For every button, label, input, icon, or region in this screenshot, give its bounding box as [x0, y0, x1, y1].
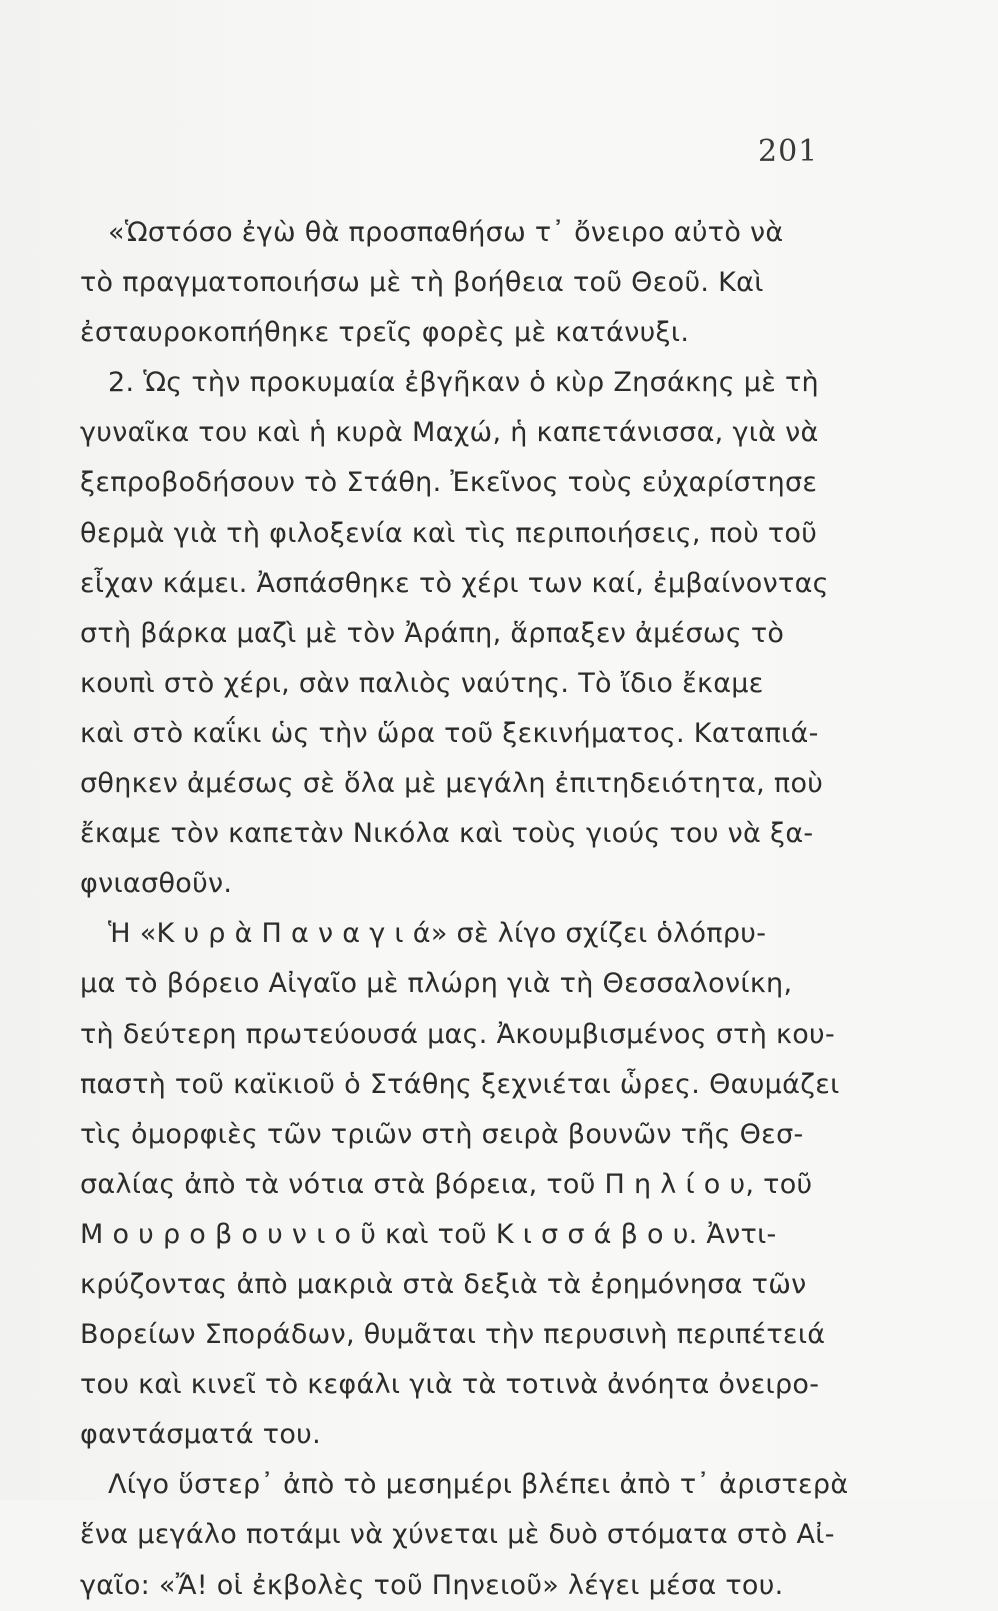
- text-line: σθηκεν ἀμέσως σὲ ὅλα μὲ μεγάλη ἐπιτηδειότητα, ποὺ: [80, 768, 824, 800]
- text-line: σαλίας ἀπὸ τὰ νότια στὰ βόρεια, τοῦ Π η λ ί ο υ, τοῦ: [80, 1168, 813, 1200]
- text-line: ἔκαμε τὸν καπετὰν Νικόλα καὶ τοὺς γιούς του νὰ ξα-: [80, 818, 814, 850]
- text-line: στὴ βάρκα μαζὶ μὲ τὸν Ἀράπη, ἅρπαξεν ἀμέσως τὸ: [80, 617, 785, 649]
- text-line: γυναῖκα του καὶ ἡ κυρὰ Μαχώ, ἡ καπετάνισσα, γιὰ νὰ: [80, 417, 819, 449]
- text-line: θερμὰ γιὰ τὴ φιλοξενία καὶ τὶς περιποιήσεις, ποὺ τοῦ: [80, 517, 818, 549]
- text-line: παστὴ τοῦ καϊκιοῦ ὁ Στάθης ξεχνιέται ὧρες. Θαυμάζει: [80, 1068, 840, 1100]
- text-line: ἐσταυροκοπήθηκε τρεῖς φορὲς μὲ κατάνυξι.: [80, 317, 690, 349]
- text-line: κουπὶ στὸ χέρι, σὰν παλιὸς ναύτης. Τὸ ἴδιο ἔκαμε: [80, 667, 764, 699]
- page-number: 201: [758, 134, 819, 169]
- text-line: Λίγο ὕστερ᾿ ἀπὸ τὸ μεσημέρι βλέπει ἀπὸ τ᾿ ἀριστερὰ: [108, 1469, 849, 1501]
- body-text: [80, 208, 880, 1611]
- text-line: Μ ο υ ρ ο β ο υ ν ι ο ῦ καὶ τοῦ Κ ι σ σ ά β ο υ. Ἀντι-: [80, 1218, 777, 1250]
- text-line: κρύζοντας ἀπὸ μακριὰ στὰ δεξιὰ τὰ ἐρημόνησα τῶν: [80, 1268, 807, 1300]
- text-line: 2. Ὡς τὴν προκυμαία ἐβγῆκαν ὁ κὺρ Ζησάκης μὲ τὴ: [108, 367, 819, 399]
- text-line: μα τὸ βόρειο Αἰγαῖο μὲ πλώρη γιὰ τὴ Θεσσαλονίκη,: [80, 968, 793, 1000]
- text-line: ξεπροβοδήσουν τὸ Στάθη. Ἐκεῖνος τοὺς εὐχαρίστησε: [80, 467, 818, 499]
- text-line: του καὶ κινεῖ τὸ κεφάλι γιὰ τὰ τοτινὰ ἀνόητα ὀνειρο-: [80, 1369, 820, 1401]
- text-line: τὸ πραγματοποιήσω μὲ τὴ βοήθεια τοῦ Θεοῦ. Καὶ: [80, 267, 764, 299]
- text-line: φαντάσματά του.: [80, 1419, 321, 1451]
- text-line: ἕνα μεγάλο ποτάμι νὰ χύνεται μὲ δυὸ στόματα στὸ Αἰ-: [80, 1519, 835, 1551]
- text-line: εἶχαν κάμει. Ἀσπάσθηκε τὸ χέρι των καί, ἐμβαίνοντας: [80, 567, 829, 599]
- text-line: τὶς ὀμορφιὲς τῶν τριῶν στὴ σειρὰ βουνῶν τῆς Θεσ-: [80, 1118, 804, 1150]
- text-line: Βορείων Σποράδων, θυμᾶται τὴν περυσινὴ περιπέτειά: [80, 1319, 826, 1351]
- text-line: Ἡ «Κ υ ρ ὰ Π α ν α γ ι ά» σὲ λίγο σχίζει ὁλόπρυ-: [108, 918, 767, 950]
- text-line: «Ὡστόσο ἐγὼ θὰ προσπαθήσω τ᾿ ὄνειρο αὐτὸ νὰ: [108, 217, 784, 248]
- text-line: γαῖο: «Ἄ! οἱ ἐκβολὲς τοῦ Πηνειοῦ» λέγει μέσα του.: [80, 1569, 784, 1601]
- text-line: καὶ στὸ καΐκι ὡς τὴν ὥρα τοῦ ξεκινήματος. Καταπιά-: [80, 717, 819, 749]
- text-line: φνιασθοῦν.: [80, 868, 233, 900]
- text-line: τὴ δεύτερη πρωτεύουσά μας. Ἀκουμβισμένος στὴ κου-: [80, 1018, 836, 1050]
